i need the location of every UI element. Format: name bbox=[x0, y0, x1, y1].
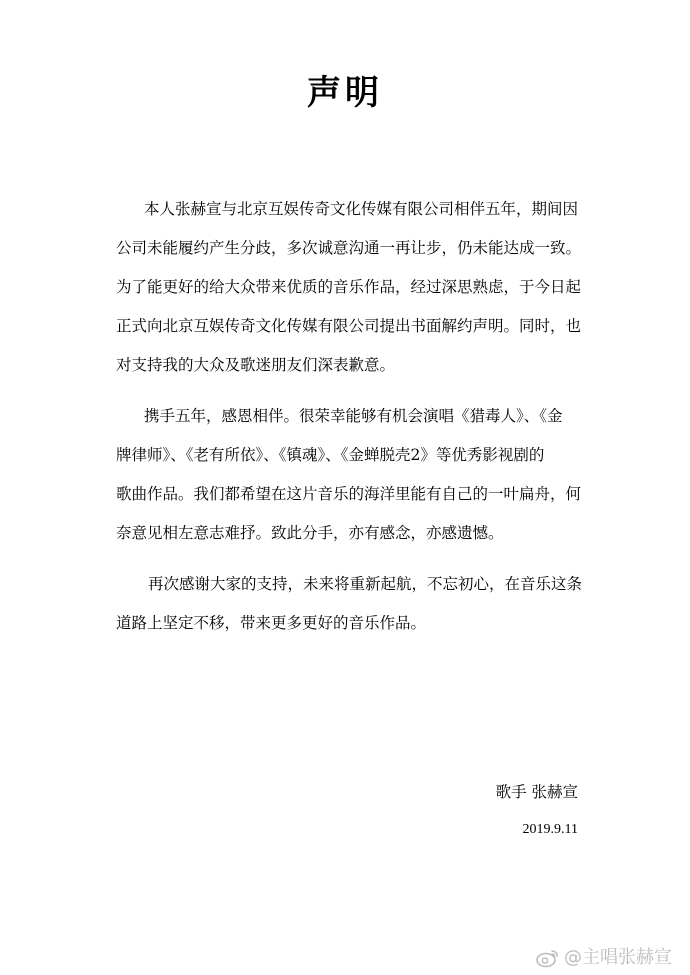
paragraph-line: 携手五年，感恩相伴。很荣幸能够有机会演唱《猎毒人》、《金 bbox=[144, 407, 563, 425]
weibo-watermark bbox=[536, 945, 672, 971]
paragraph-line: 为了能更好的给大众带来优质的音乐作品，经过深思熟虑，于今日起 bbox=[116, 278, 582, 296]
signature: 歌手 张赫宣 bbox=[495, 783, 578, 801]
weibo-icon bbox=[536, 948, 560, 968]
paragraph-line: 再次感谢大家的支持，未来将重新起航，不忘初心，在音乐这条 bbox=[148, 575, 583, 593]
watermark-text: @主唱张赫宣 bbox=[564, 947, 672, 968]
paragraph-line: 正式向北京互娱传奇文化传媒有限公司提出书面解约声明。同时，也 bbox=[116, 317, 582, 335]
paragraph-line: 牌律师》、《老有所依》、《镇魂》、《金蝉脱壳2》等优秀影视剧的 bbox=[116, 446, 545, 464]
paragraph-line: 本人张赫宣与北京互娱传奇文化传媒有限公司相伴五年，期间因 bbox=[144, 200, 579, 218]
document-title: 声明 bbox=[307, 73, 383, 113]
paragraph-line: 对支持我的大众及歌迷朋友们深表歉意。 bbox=[116, 356, 396, 374]
paragraph-line: 奈意见相左意志难抒。致此分手，亦有感念，亦感遗憾。 bbox=[116, 524, 504, 542]
paragraph-line: 公司未能履约产生分歧，多次诚意沟通一再让步，仍未能达成一致。 bbox=[116, 239, 582, 257]
paragraph-line: 歌曲作品。我们都希望在这片音乐的海洋里能有自己的一叶扁舟，何 bbox=[116, 485, 582, 503]
date: 2019.9.11 bbox=[522, 822, 578, 837]
paragraph-line: 道路上坚定不移，带来更多更好的音乐作品。 bbox=[116, 614, 427, 632]
